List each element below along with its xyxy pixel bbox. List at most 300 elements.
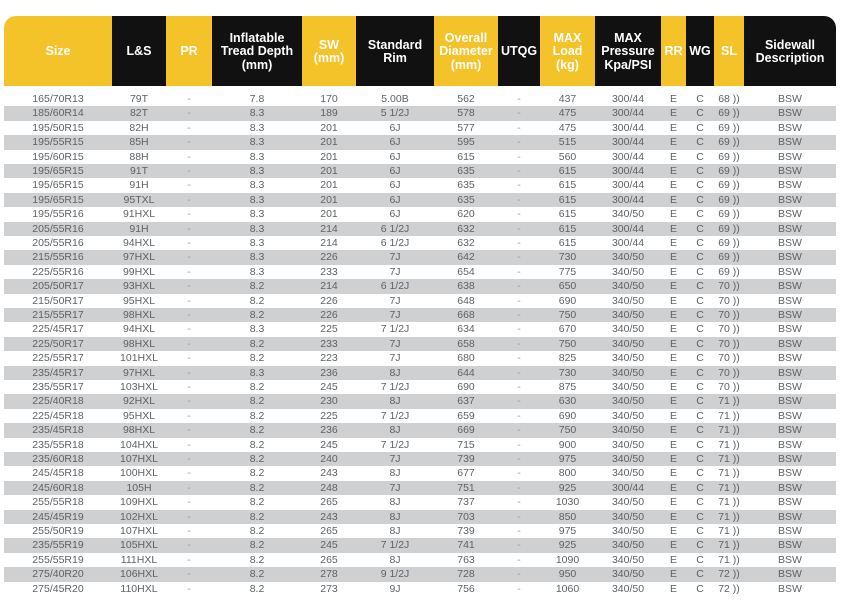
cell-load: 875 (558, 381, 577, 393)
column-header-label: Size (45, 44, 71, 59)
cell-tread: 8.2 (249, 525, 265, 537)
cell-pr: - (187, 453, 191, 465)
column-header-pressure (595, 16, 661, 86)
cell-pressure: 300/44 (611, 165, 645, 177)
cell-sidewall: BSW (778, 165, 802, 177)
cell-wg: C (696, 366, 704, 379)
table-row (4, 538, 836, 552)
cell-pr: - (187, 136, 191, 149)
table-row (4, 265, 836, 279)
table-row (4, 466, 836, 480)
cell-rr: E (669, 366, 677, 379)
cell-tread: 8.3 (249, 136, 265, 149)
cell-size: 225/55R17 (32, 352, 84, 365)
cell-sw: 201 (320, 136, 338, 149)
cell-rr: E (669, 237, 677, 249)
cell-utqg: - (517, 553, 521, 566)
table-row (4, 510, 836, 524)
cell-tread: 8.3 (249, 179, 265, 192)
cell-ls: 104HXL (120, 438, 158, 451)
cell-rim: 7 1/2J (380, 323, 410, 336)
table-row (4, 322, 836, 336)
cell-rim: 8J (389, 496, 401, 509)
cell-pr: - (187, 107, 191, 120)
table-row (4, 150, 836, 164)
cell-rim: 7 1/2J (380, 438, 410, 451)
cell-utqg: - (517, 496, 521, 509)
cell-pr: - (187, 93, 191, 105)
column-header-label: SW (mm) (313, 37, 345, 65)
cell-sidewall: BSW (778, 510, 802, 523)
cell-ls: 82H (129, 121, 149, 134)
cell-utqg: - (517, 510, 521, 523)
cell-rim: 8J (389, 366, 401, 379)
cell-wg: C (696, 93, 704, 105)
cell-rr: E (669, 381, 677, 393)
table-row (4, 423, 836, 437)
cell-rim: 8J (389, 424, 401, 437)
cell-sidewall: BSW (778, 453, 802, 465)
cell-size: 225/55R16 (32, 265, 84, 278)
table-row (4, 106, 836, 120)
cell-sw: 236 (320, 366, 338, 379)
cell-pressure: 300/44 (611, 121, 645, 134)
cell-tread: 8.2 (249, 381, 265, 393)
cell-rim: 7J (389, 453, 401, 465)
cell-size: 205/55R16 (32, 222, 84, 235)
cell-size: 225/45R17 (32, 323, 84, 336)
cell-ls: 101HXL (120, 352, 158, 365)
cell-size: 275/40R20 (32, 568, 84, 581)
cell-pr: - (187, 553, 191, 566)
cell-utqg: - (517, 309, 521, 321)
column-header-rr (661, 16, 686, 86)
cell-sl: 69 )) (718, 222, 740, 235)
cell-sidewall: BSW (778, 309, 802, 321)
cell-utqg: - (517, 294, 521, 307)
table-row (4, 222, 836, 236)
table-row (4, 366, 836, 380)
cell-pressure: 340/50 (611, 265, 645, 278)
cell-pressure: 340/50 (611, 323, 645, 336)
cell-utqg: - (517, 165, 521, 177)
cell-load: 730 (558, 366, 577, 379)
cell-size: 195/65R15 (32, 179, 84, 192)
cell-utqg: - (517, 280, 521, 293)
cell-rim: 7 1/2J (380, 539, 410, 552)
cell-rim: 6J (389, 150, 401, 163)
cell-size: 225/45R18 (32, 409, 84, 422)
cell-pressure: 340/50 (611, 309, 645, 321)
cell-sw: 245 (320, 438, 338, 451)
cell-pressure: 340/50 (611, 352, 645, 365)
table-row (4, 193, 836, 207)
cell-pressure: 340/50 (611, 280, 645, 293)
cell-ls: 95TXL (123, 193, 155, 206)
cell-size: 235/45R17 (32, 366, 84, 379)
cell-rr: E (669, 539, 677, 552)
cell-sw: 245 (320, 381, 338, 393)
cell-pr: - (187, 352, 191, 365)
cell-sw: 240 (320, 453, 338, 465)
cell-load: 690 (558, 409, 577, 422)
cell-rim: 9J (389, 582, 401, 595)
cell-size: 195/60R15 (32, 150, 84, 163)
column-header-label: PR (180, 44, 198, 59)
cell-ls: 105HXL (120, 539, 158, 552)
cell-load: 615 (558, 222, 577, 235)
cell-size: 215/55R17 (32, 309, 84, 321)
cell-tread: 8.2 (249, 395, 265, 408)
cell-pr: - (187, 121, 191, 134)
cell-size: 235/60R18 (32, 453, 84, 465)
cell-tread: 8.2 (249, 438, 265, 451)
cell-od: 654 (457, 265, 475, 278)
table-row (4, 481, 836, 495)
cell-wg: C (696, 409, 704, 422)
cell-od: 644 (457, 366, 475, 379)
cell-pressure: 340/50 (611, 294, 645, 307)
cell-wg: C (696, 265, 704, 278)
cell-wg: C (696, 539, 704, 552)
cell-pressure: 300/44 (611, 481, 645, 494)
cell-size: 245/45R18 (32, 467, 84, 480)
table-row (4, 524, 836, 538)
cell-utqg: - (517, 237, 521, 249)
cell-rr: E (669, 352, 677, 365)
cell-utqg: - (517, 366, 521, 379)
cell-od: 577 (457, 121, 475, 134)
cell-od: 741 (457, 539, 475, 552)
table-row (4, 135, 836, 149)
cell-od: 677 (457, 467, 475, 480)
cell-pr: - (187, 165, 191, 177)
cell-utqg: - (517, 337, 521, 350)
cell-pressure: 300/44 (611, 237, 645, 249)
cell-pressure: 340/50 (611, 496, 645, 509)
cell-utqg: - (517, 539, 521, 552)
cell-wg: C (696, 136, 704, 149)
cell-rr: E (669, 165, 677, 177)
cell-size: 195/55R15 (32, 136, 84, 149)
cell-od: 690 (457, 381, 475, 393)
cell-sl: 70 )) (718, 280, 740, 293)
cell-sw: 225 (320, 409, 338, 422)
cell-wg: C (696, 251, 704, 264)
cell-pressure: 300/44 (611, 193, 645, 206)
cell-wg: C (696, 280, 704, 293)
table-row (4, 279, 836, 293)
cell-rim: 8J (389, 467, 401, 480)
cell-od: 595 (457, 136, 475, 149)
cell-pressure: 340/50 (611, 424, 645, 437)
cell-tread: 8.3 (249, 366, 265, 379)
cell-tread: 8.3 (249, 265, 265, 278)
cell-pressure: 340/50 (611, 539, 645, 552)
cell-size: 275/45R20 (32, 582, 84, 595)
cell-tread: 8.2 (249, 352, 265, 365)
column-header-sw (302, 16, 356, 86)
cell-od: 615 (457, 150, 475, 163)
cell-utqg: - (517, 93, 521, 105)
cell-size: 205/50R17 (32, 280, 84, 293)
cell-utqg: - (517, 424, 521, 437)
column-header-sl (714, 16, 744, 86)
cell-rim: 7 1/2J (380, 409, 410, 422)
cell-utqg: - (517, 179, 521, 192)
cell-wg: C (696, 121, 704, 134)
cell-load: 670 (558, 323, 577, 336)
cell-rim: 6J (389, 121, 401, 134)
cell-utqg: - (517, 352, 521, 365)
cell-ls: 97HXL (122, 251, 156, 264)
cell-ls: 88H (129, 150, 149, 163)
column-header-ls (112, 16, 166, 86)
cell-sw: 226 (320, 251, 338, 264)
cell-od: 635 (457, 179, 475, 192)
cell-pr: - (187, 409, 191, 422)
cell-sidewall: BSW (778, 265, 802, 278)
cell-rr: E (669, 222, 677, 235)
cell-rim: 8J (389, 553, 401, 566)
cell-wg: C (696, 395, 704, 408)
cell-rr: E (669, 251, 677, 264)
cell-od: 578 (457, 107, 475, 120)
cell-rim: 7 1/2J (380, 381, 410, 393)
cell-size: 235/45R18 (32, 424, 84, 437)
cell-od: 642 (457, 251, 475, 264)
cell-pressure: 340/50 (611, 568, 645, 581)
cell-rr: E (669, 582, 677, 595)
cell-pressure: 300/44 (611, 93, 645, 105)
cell-rr: E (669, 453, 677, 465)
cell-od: 638 (457, 280, 475, 293)
cell-sidewall: BSW (778, 409, 802, 422)
cell-rim: 5 1/2J (380, 107, 410, 120)
cell-sl: 70 )) (718, 337, 740, 350)
cell-sidewall: BSW (778, 553, 802, 566)
cell-ls: 103HXL (120, 381, 158, 393)
cell-load: 925 (558, 539, 577, 552)
cell-pr: - (187, 251, 191, 264)
column-header-pr (166, 16, 212, 86)
column-header-label: L&S (126, 44, 152, 59)
cell-tread: 8.2 (249, 409, 265, 422)
cell-od: 648 (457, 294, 475, 307)
cell-sw: 278 (320, 568, 338, 581)
cell-sw: 248 (320, 481, 338, 494)
cell-od: 739 (457, 453, 475, 465)
cell-sidewall: BSW (778, 467, 802, 480)
cell-rr: E (669, 481, 677, 494)
cell-utqg: - (517, 193, 521, 206)
table-row (4, 308, 836, 322)
cell-rr: E (669, 136, 677, 149)
cell-tread: 8.2 (249, 481, 265, 494)
cell-pr: - (187, 193, 191, 206)
cell-sl: 71 )) (718, 453, 740, 465)
cell-sw: 236 (320, 424, 338, 437)
cell-sw: 201 (320, 165, 338, 177)
cell-pr: - (187, 438, 191, 451)
cell-wg: C (696, 467, 704, 480)
cell-wg: C (696, 553, 704, 566)
cell-od: 658 (457, 337, 475, 350)
cell-sidewall: BSW (778, 539, 802, 552)
cell-pressure: 340/50 (611, 467, 645, 480)
cell-ls: 85H (129, 136, 149, 149)
cell-sl: 69 )) (718, 165, 740, 177)
cell-tread: 8.3 (249, 165, 265, 177)
cell-wg: C (696, 453, 704, 465)
column-header-sidewall (744, 16, 836, 86)
cell-pr: - (187, 179, 191, 192)
cell-sidewall: BSW (778, 395, 802, 408)
cell-pr: - (187, 323, 191, 336)
cell-pr: - (187, 222, 191, 235)
cell-rim: 7J (389, 265, 401, 278)
cell-rim: 6J (389, 193, 401, 206)
cell-pressure: 300/44 (611, 136, 645, 149)
table-row (4, 380, 836, 394)
cell-wg: C (696, 424, 704, 437)
table-row (4, 438, 836, 452)
cell-ls: 107HXL (120, 525, 158, 537)
cell-pr: - (187, 237, 191, 249)
cell-wg: C (696, 568, 704, 581)
cell-load: 730 (558, 251, 577, 264)
cell-rim: 6 1/2J (380, 222, 410, 235)
cell-tread: 8.2 (249, 453, 265, 465)
cell-utqg: - (517, 136, 521, 149)
cell-sl: 72 )) (718, 568, 740, 581)
cell-sl: 69 )) (718, 193, 740, 206)
cell-rr: E (669, 525, 677, 537)
column-header-label: WG (689, 44, 711, 59)
cell-sidewall: BSW (778, 107, 802, 120)
cell-sidewall: BSW (778, 337, 802, 350)
column-header-wg (686, 16, 714, 86)
column-header-size (4, 16, 112, 86)
column-header-od (434, 16, 498, 86)
cell-sw: 226 (320, 309, 338, 321)
cell-sidewall: BSW (778, 525, 802, 537)
column-header-utqg (498, 16, 540, 86)
cell-load: 750 (558, 337, 577, 350)
cell-ls: 94HXL (122, 237, 156, 249)
cell-od: 637 (457, 395, 475, 408)
cell-wg: C (696, 150, 704, 163)
table-row (4, 236, 836, 250)
cell-sw: 201 (320, 150, 338, 163)
cell-sw: 223 (320, 352, 338, 365)
cell-sidewall: BSW (778, 352, 802, 365)
cell-od: 680 (457, 352, 475, 365)
cell-load: 800 (558, 467, 577, 480)
cell-load: 630 (558, 395, 577, 408)
cell-rim: 7J (389, 309, 401, 321)
cell-wg: C (696, 179, 704, 192)
cell-rr: E (669, 467, 677, 480)
cell-tread: 8.2 (249, 467, 265, 480)
cell-sl: 68 )) (718, 93, 740, 105)
cell-tread: 8.2 (249, 309, 265, 321)
cell-tread: 8.2 (249, 337, 265, 350)
cell-sw: 201 (320, 179, 338, 192)
cell-sl: 71 )) (718, 539, 740, 552)
cell-sw: 201 (320, 208, 338, 221)
cell-size: 195/65R15 (32, 193, 84, 206)
table-row (4, 207, 836, 221)
cell-rr: E (669, 510, 677, 523)
cell-sw: 265 (320, 496, 338, 509)
cell-load: 615 (558, 193, 577, 206)
cell-load: 825 (558, 352, 577, 365)
cell-rim: 6J (389, 165, 401, 177)
cell-rr: E (669, 337, 677, 350)
cell-utqg: - (517, 409, 521, 422)
table-row (4, 582, 836, 596)
cell-load: 1060 (555, 582, 580, 595)
table-row (4, 121, 836, 135)
cell-sl: 71 )) (718, 395, 740, 408)
column-header-label: MAX Load (kg) (552, 30, 583, 72)
cell-size: 195/55R16 (32, 208, 84, 221)
cell-utqg: - (517, 438, 521, 451)
cell-pr: - (187, 150, 191, 163)
cell-sw: 189 (320, 107, 338, 120)
column-header-label: MAX Pressure Kpa/PSI (601, 30, 655, 72)
cell-pressure: 340/50 (611, 510, 645, 523)
cell-load: 615 (558, 165, 577, 177)
cell-sl: 69 )) (718, 150, 740, 163)
cell-pressure: 340/50 (611, 395, 645, 408)
cell-od: 756 (457, 582, 475, 595)
cell-sl: 69 )) (718, 251, 740, 264)
column-header-label: UTQG (500, 44, 538, 59)
cell-tread: 8.2 (249, 582, 265, 595)
cell-sw: 245 (320, 539, 338, 552)
cell-rr: E (669, 294, 677, 307)
cell-tread: 8.2 (249, 424, 265, 437)
cell-od: 739 (457, 525, 475, 537)
cell-tread: 8.3 (249, 121, 265, 134)
cell-rr: E (669, 323, 677, 336)
cell-ls: 99HXL (122, 265, 156, 278)
cell-sw: 233 (320, 337, 338, 350)
cell-od: 668 (457, 309, 475, 321)
cell-rr: E (669, 179, 677, 192)
cell-rr: E (669, 553, 677, 566)
cell-pressure: 340/50 (611, 251, 645, 264)
cell-ls: 92HXL (122, 395, 156, 408)
cell-tread: 8.2 (249, 553, 265, 566)
cell-load: 1030 (555, 496, 580, 509)
cell-pr: - (187, 481, 191, 494)
table-row (4, 567, 836, 581)
cell-pr: - (187, 582, 191, 595)
cell-od: 635 (457, 165, 475, 177)
table-row (4, 92, 836, 106)
cell-rim: 8J (389, 395, 401, 408)
cell-ls: 91HXL (122, 208, 156, 221)
cell-tread: 8.3 (249, 323, 265, 336)
cell-rr: E (669, 395, 677, 408)
cell-sl: 69 )) (718, 107, 740, 120)
cell-od: 703 (457, 510, 475, 523)
table-row (4, 495, 836, 509)
cell-pressure: 300/44 (611, 107, 645, 120)
